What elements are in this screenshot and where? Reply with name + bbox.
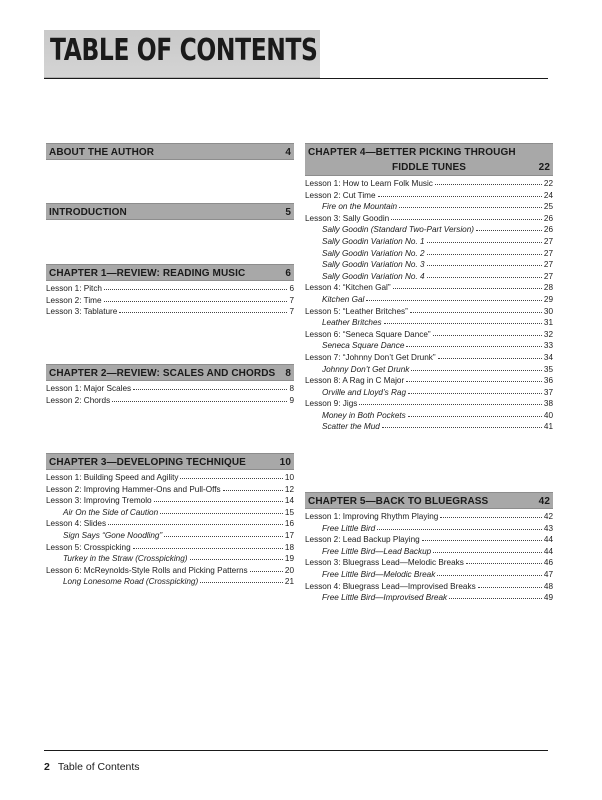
entry-page: 33: [543, 341, 553, 351]
entry-page: 24: [543, 190, 553, 200]
section-page: 4: [285, 147, 291, 158]
title-block: [44, 30, 320, 78]
entry-list: [305, 511, 553, 604]
entry-page: 36: [543, 376, 553, 386]
page-footer: [44, 761, 140, 773]
entry-page: 44: [543, 535, 553, 545]
dot-leader: [410, 305, 542, 313]
section-title: CHAPTER 5—BACK TO BLUEGRASS: [308, 496, 489, 507]
entry-title: Orville and Lloyd’s Rag: [322, 387, 407, 397]
entry-page: 7: [289, 307, 294, 317]
entry-page: 35: [543, 364, 553, 374]
entry-page: 27: [543, 248, 553, 258]
entry-title: Long Lonesome Road (Crosspicking): [63, 577, 199, 587]
entry-title: Leather Britches: [322, 318, 382, 328]
entry-title: Seneca Square Dance: [322, 341, 405, 351]
entry-page: 30: [543, 306, 553, 316]
dot-leader: [366, 293, 542, 301]
entry-page: 49: [543, 593, 553, 603]
entry-list: [46, 283, 294, 318]
footer-page-number: 2: [44, 761, 50, 773]
entry-title: Sally Goodin Variation No. 3: [322, 260, 425, 270]
entry-page: 25: [543, 202, 553, 212]
section-header[interactable]: [46, 453, 294, 470]
entry-title: Free Little Bird—Lead Backup: [322, 546, 432, 556]
entry-title: Lesson 3: Tablature: [46, 307, 118, 317]
section-page: 6: [285, 268, 291, 279]
section-title: CHAPTER 3—DEVELOPING TECHNIQUE: [49, 457, 246, 468]
dot-leader: [408, 409, 542, 417]
entry-title: Free Little Bird: [322, 523, 376, 533]
dot-leader: [384, 316, 542, 324]
section-header[interactable]: [305, 143, 553, 176]
entry-title: Lesson 1: How to Learn Folk Music: [305, 179, 433, 188]
entry-title: Lesson 3: Bluegrass Lead—Melodic Breaks: [305, 558, 464, 568]
toc-subentry[interactable]: [305, 592, 553, 604]
toc-subentry[interactable]: [46, 576, 294, 588]
entry-title: Lesson 5: “Leather Britches”: [305, 306, 408, 316]
dot-leader: [154, 494, 283, 502]
section-title-line-1: CHAPTER 4—BETTER PICKING THROUGH: [308, 147, 516, 158]
entry-title: Lesson 8: A Rag in C Major: [305, 376, 405, 386]
dot-leader: [104, 294, 288, 302]
entry-page: 29: [543, 294, 553, 304]
entry-list: [46, 383, 294, 406]
dot-leader: [164, 529, 283, 537]
entry-page: 27: [543, 271, 553, 281]
entry-page: 43: [543, 523, 553, 533]
entry-page: 31: [543, 318, 553, 328]
entry-page: 28: [543, 283, 553, 293]
dot-leader: [393, 281, 542, 289]
toc-section-chapter-5: [305, 492, 553, 604]
entry-title: Lesson 2: Chords: [46, 395, 111, 405]
entry-page: 19: [284, 554, 294, 564]
entry-title: Lesson 1: Building Speed and Agility: [46, 473, 179, 482]
dot-leader: [449, 591, 542, 599]
entry-title: Money in Both Pockets: [322, 410, 406, 420]
entry-page: 8: [289, 384, 294, 393]
dot-leader: [223, 483, 283, 491]
entry-page: 26: [543, 213, 553, 223]
entry-title: Air On the Side of Caution: [63, 507, 159, 517]
entry-title: Lesson 1: Improving Rhythm Playing: [305, 512, 439, 521]
entry-page: 37: [543, 387, 553, 397]
entry-page: 12: [284, 484, 294, 494]
entry-title: Free Little Bird—Melodic Break: [322, 569, 436, 579]
entry-list: [46, 472, 294, 588]
dot-leader: [427, 247, 542, 255]
dot-leader: [112, 394, 287, 402]
dot-leader: [200, 575, 283, 583]
entry-page: 42: [543, 512, 553, 521]
entry-page: 40: [543, 410, 553, 420]
entry-title: Lesson 7: “Johnny Don’t Get Drunk”: [305, 352, 436, 362]
dot-leader: [438, 351, 542, 359]
entry-title: Lesson 6: McReynolds-Style Rolls and Picking Patterns: [46, 565, 248, 575]
entry-title: Sally Goodin Variation No. 2: [322, 248, 425, 258]
section-page: 22: [538, 162, 550, 173]
footer-label: Table of Contents: [57, 761, 140, 773]
entry-page: 22: [543, 179, 553, 188]
dot-leader: [411, 363, 542, 371]
section-page: 5: [285, 207, 291, 218]
entry-title: Lesson 3: Improving Tremolo: [46, 496, 152, 506]
entry-page: 9: [289, 395, 294, 405]
dot-leader: [104, 282, 287, 290]
dot-leader: [119, 305, 287, 313]
entry-page: 27: [543, 236, 553, 246]
entry-page: 21: [284, 577, 294, 587]
toc-section-about-author: [46, 143, 294, 160]
entry-title: Lesson 4: Bluegrass Lead—Improvised Breaks: [305, 581, 476, 591]
dot-leader: [180, 471, 282, 479]
dot-leader: [466, 556, 542, 564]
entry-page: 41: [543, 422, 553, 432]
dot-leader: [250, 564, 283, 572]
dot-leader: [408, 386, 542, 394]
dot-leader: [478, 580, 542, 588]
dot-leader: [406, 339, 542, 347]
entry-title: Sally Goodin Variation No. 4: [322, 271, 425, 281]
entry-title: Turkey in the Straw (Crosspicking): [63, 554, 188, 564]
toc-subentry[interactable]: [305, 421, 553, 433]
page-title: TABLE OF CONTENTS: [50, 33, 318, 68]
dot-leader: [133, 541, 283, 549]
dot-leader: [437, 568, 542, 576]
dot-leader: [476, 223, 542, 231]
section-page: 8: [285, 368, 291, 379]
entry-page: 47: [543, 569, 553, 579]
entry-page: 34: [543, 352, 553, 362]
dot-leader: [399, 200, 542, 208]
entry-title: Lesson 9: Jigs: [305, 399, 358, 409]
entry-page: 6: [289, 284, 294, 293]
dot-leader: [108, 517, 283, 525]
footer-rule: [44, 750, 548, 751]
dot-leader: [377, 522, 542, 530]
entry-list: [305, 178, 553, 433]
entry-page: 46: [543, 558, 553, 568]
entry-page: 16: [284, 519, 294, 529]
entry-page: 10: [284, 473, 294, 482]
dot-leader: [433, 545, 542, 553]
entry-title: Sally Goodin Variation No. 1: [322, 236, 425, 246]
entry-page: 26: [543, 225, 553, 235]
entry-title: Kitchen Gal: [322, 294, 365, 304]
entry-title: Lesson 1: Major Scales: [46, 384, 132, 393]
entry-title: Johnny Don’t Get Drunk: [322, 364, 410, 374]
section-title: ABOUT THE AUTHOR: [49, 147, 155, 158]
entry-title: Free Little Bird—Improvised Break: [322, 593, 448, 603]
toc-section-chapter-2: [46, 364, 294, 406]
dot-leader: [427, 235, 542, 243]
section-header[interactable]: [46, 143, 294, 160]
entry-title: Fire on the Mountain: [322, 202, 398, 212]
toc-entry[interactable]: [46, 306, 294, 318]
section-title: CHAPTER 1—REVIEW: READING MUSIC: [49, 268, 246, 279]
toc-entry[interactable]: [46, 395, 294, 407]
entry-title: Lesson 1: Pitch: [46, 284, 102, 293]
dot-leader: [406, 374, 542, 382]
entry-title: Lesson 4: “Kitchen Gal”: [305, 283, 391, 293]
dot-leader: [422, 533, 542, 541]
toc-section-chapter-3: [46, 453, 294, 588]
entry-title: Lesson 2: Cut Time: [305, 190, 376, 200]
dot-leader: [160, 506, 283, 514]
dot-leader: [440, 510, 542, 518]
dot-leader: [382, 420, 542, 428]
section-title: CHAPTER 2—REVIEW: SCALES AND CHORDS: [49, 368, 276, 379]
section-title-line-2: FIDDLE TUNES: [392, 162, 466, 173]
dot-leader: [190, 552, 283, 560]
dot-leader: [433, 328, 542, 336]
title-rule: [44, 78, 548, 79]
section-page: 10: [279, 457, 291, 468]
section-header[interactable]: [46, 203, 294, 220]
section-header[interactable]: [305, 492, 553, 509]
entry-title: Lesson 3: Sally Goodin: [305, 213, 390, 223]
entry-title: Lesson 2: Lead Backup Playing: [305, 535, 420, 545]
entry-page: 38: [543, 399, 553, 409]
section-page: 42: [538, 496, 550, 507]
toc-section-chapter-4: [305, 143, 553, 433]
entry-title: Sally Goodin (Standard Two-Part Version): [322, 225, 474, 235]
section-header[interactable]: [46, 364, 294, 381]
entry-title: Lesson 2: Improving Hammer-Ons and Pull-Offs: [46, 484, 221, 494]
entry-page: 15: [284, 507, 294, 517]
dot-leader: [391, 212, 542, 220]
dot-leader: [359, 397, 542, 405]
entry-page: 20: [284, 565, 294, 575]
entry-page: 18: [284, 542, 294, 552]
entry-title: Lesson 4: Slides: [46, 519, 107, 529]
entry-page: 14: [284, 496, 294, 506]
entry-title: Lesson 6: “Seneca Square Dance”: [305, 329, 431, 339]
dot-leader: [378, 189, 542, 197]
entry-page: 44: [543, 546, 553, 556]
entry-title: Sign Says “Gone Noodling”: [63, 530, 163, 540]
entry-page: 17: [284, 530, 294, 540]
dot-leader: [133, 382, 287, 390]
dot-leader: [435, 177, 542, 185]
toc-section-introduction: [46, 203, 294, 220]
toc-section-chapter-1: [46, 264, 294, 318]
dot-leader: [427, 270, 542, 278]
entry-page: 7: [289, 295, 294, 305]
entry-page: 48: [543, 581, 553, 591]
entry-title: Lesson 2: Time: [46, 295, 102, 305]
entry-title: Scatter the Mud: [322, 422, 380, 432]
section-header[interactable]: [46, 264, 294, 281]
entry-title: Lesson 5: Crosspicking: [46, 542, 131, 552]
dot-leader: [427, 258, 542, 266]
section-title: INTRODUCTION: [49, 207, 127, 218]
entry-page: 32: [543, 329, 553, 339]
entry-page: 27: [543, 260, 553, 270]
